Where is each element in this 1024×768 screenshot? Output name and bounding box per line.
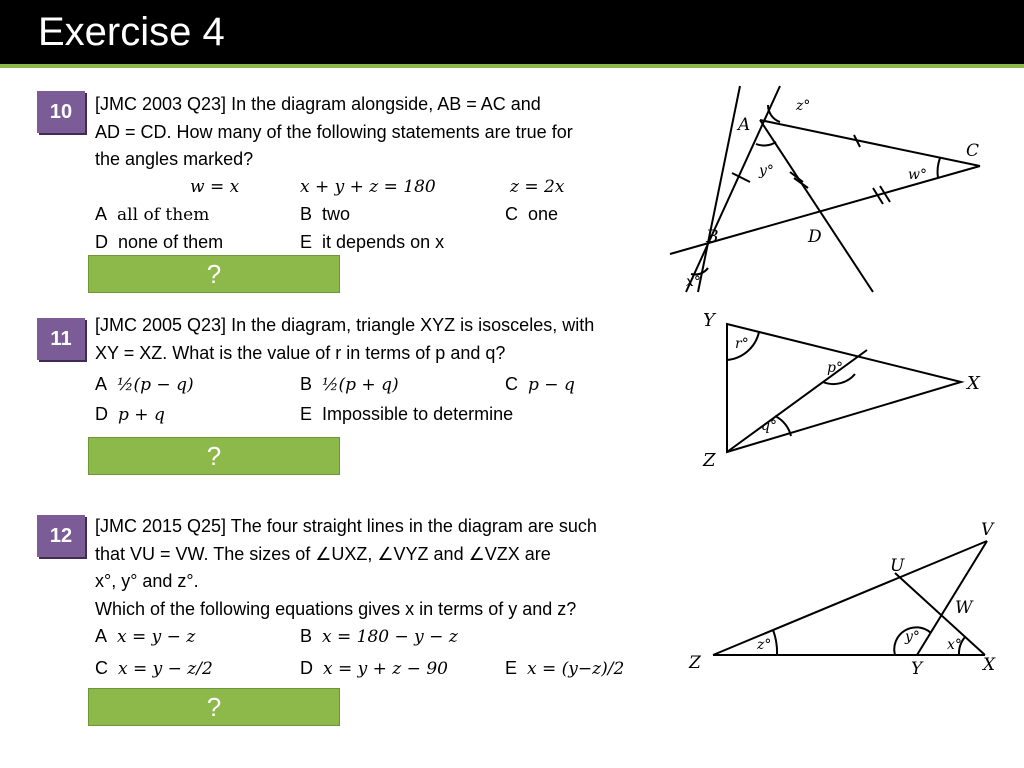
options-row <box>95 229 675 257</box>
statement: x + y + z = 180 <box>300 176 436 197</box>
options-row <box>95 201 675 229</box>
option-c: C x = y − z/2 <box>95 657 213 679</box>
label-w: W <box>955 598 973 618</box>
reveal-answer-button[interactable]: ? <box>88 255 340 293</box>
option-c: C p − q <box>505 374 575 395</box>
label-v: V <box>981 520 994 540</box>
option-d: D none of them <box>95 231 224 252</box>
angle-arc <box>773 630 777 655</box>
question-11 <box>95 312 675 429</box>
question-text-line: [JMC 2005 Q23] In the diagram, triangle XYZ is isosceles, with <box>95 315 595 335</box>
label-q: q° <box>761 418 777 434</box>
label-y: Y <box>703 310 715 331</box>
question-number-badge: 11 <box>37 318 85 360</box>
label-u: U <box>890 556 905 576</box>
label-z-angle: z° <box>757 637 772 653</box>
statements-row <box>95 174 675 202</box>
label-x-angle: x° <box>947 637 962 653</box>
label-r: r° <box>735 336 749 352</box>
label-z: Z <box>689 653 701 673</box>
label-z: z° <box>796 98 811 114</box>
label-b: B <box>706 227 719 247</box>
label-p: p° <box>827 360 843 376</box>
question-text-line: XY = XZ. What is the value of r in terms of p and q? <box>95 342 506 363</box>
line-ad <box>760 120 873 292</box>
cevian-line <box>727 350 867 452</box>
title-divider <box>0 64 1024 68</box>
question-text-line: the angles marked? <box>95 149 254 169</box>
question-text-line: that VU = VW. The sizes of ∠UXZ, ∠VYZ and ∠VZX are <box>95 543 551 564</box>
options-row <box>95 651 675 685</box>
option-e: E Impossible to determine <box>300 404 514 424</box>
question-12 <box>95 513 675 685</box>
angle-arc <box>756 142 776 146</box>
option-c: C one <box>505 204 559 224</box>
label-y: Y <box>911 659 923 679</box>
question-text-line: Which of the following equations gives x in terms of y and z? <box>95 598 577 619</box>
statement: z = 2x <box>510 176 565 197</box>
option-a: A all of them <box>95 204 210 225</box>
label-a: A <box>738 115 751 135</box>
label-y-angle: y° <box>905 629 920 645</box>
title-bar <box>0 0 1024 64</box>
label-d: D <box>808 227 822 247</box>
statement: w = x <box>190 176 240 197</box>
label-x: x° <box>686 274 701 290</box>
option-a: A x = y − z <box>95 626 196 647</box>
label-z: Z <box>703 450 716 471</box>
label-w: w° <box>908 167 927 183</box>
label-x: X <box>983 655 996 675</box>
option-d: D p + q <box>95 404 165 425</box>
diagram-q10 <box>668 80 1008 300</box>
question-number-badge: 10 <box>37 91 85 133</box>
reveal-answer-button[interactable]: ? <box>88 437 340 475</box>
tick-mark <box>732 173 750 182</box>
diagram-q12 <box>685 515 1015 685</box>
reveal-answer-button[interactable]: ? <box>88 688 340 726</box>
angle-arc <box>938 158 940 178</box>
question-text-line: [JMC 2015 Q25] The four straight lines in the diagram are such <box>95 516 597 536</box>
line-ac <box>760 120 980 166</box>
option-e: E x = (y−z)/2 <box>505 657 625 679</box>
question-text-line: x°, y° and z°. <box>95 571 199 591</box>
option-a: A ½(p − q) <box>95 374 194 395</box>
option-b: B x = 180 − y − z <box>300 626 458 647</box>
label-y: y° <box>759 163 774 179</box>
question-number-badge: 12 <box>37 515 85 557</box>
line-zv <box>713 541 987 655</box>
question-10 <box>95 91 675 256</box>
option-d: D x = y + z − 90 <box>300 657 448 679</box>
question-text-line: AD = CD. How many of the following statements are true for <box>95 121 573 142</box>
options-row <box>95 623 675 651</box>
question-text-line: [JMC 2003 Q23] In the diagram alongside, AB = AC and <box>95 94 541 114</box>
label-c: C <box>966 141 980 161</box>
options-row <box>95 401 675 429</box>
option-b: B ½(p + q) <box>300 374 399 395</box>
diagram-q11 <box>695 308 995 478</box>
page-title: Exercise 4 <box>38 10 225 54</box>
option-e: E it depends on x <box>300 231 445 252</box>
option-b: B two <box>300 204 351 224</box>
label-x: X <box>967 373 980 394</box>
options-row <box>95 367 675 401</box>
